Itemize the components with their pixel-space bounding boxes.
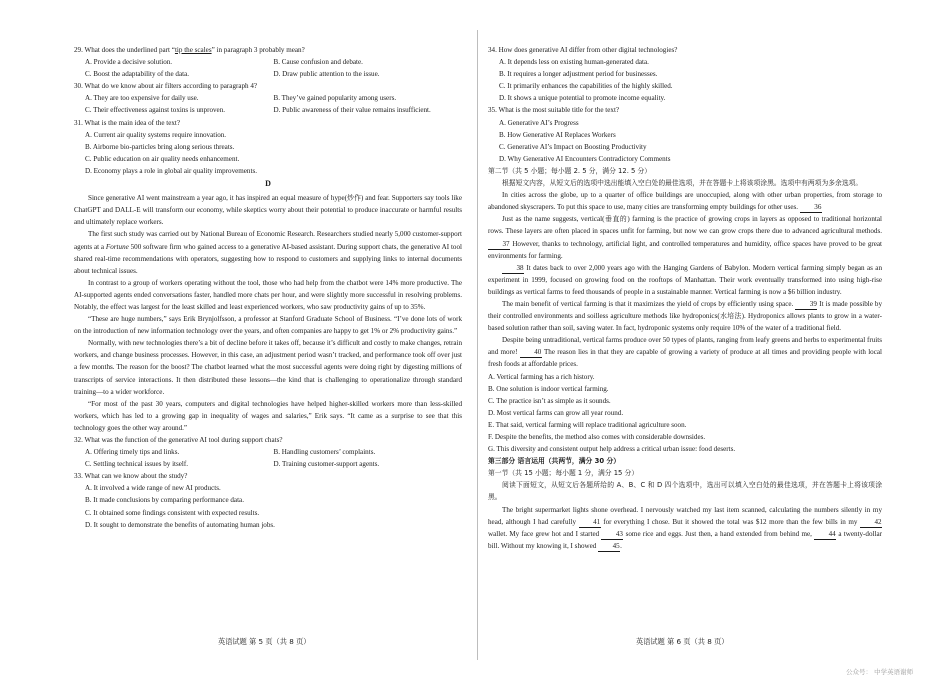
left-page [74, 0, 462, 688]
passage-paragraph: Since generative AI went mainstream a year ago, it has inspired an equal measure of hype(炒作) and fear. Supporters say tools like ChatGPT and DALL-E will transform our economy, while skeptics worry about their potential to produce inaccurate or harmful results and ultimately replace workers. [74, 194, 462, 227]
seven-choose-five-option: G. This diversity and consistent output help address a critical urban issue: food deserts. [488, 445, 736, 454]
blank-45: 45 [598, 542, 620, 552]
option: D. Why Generative AI Encounters Contradictory Comments [499, 154, 671, 163]
underlined-phrase: tip the scales [174, 46, 212, 54]
option: B. They’ve gained popularity among users. [273, 94, 397, 103]
section-1-heading: 第一节（共 15 小题；每小题 1 分，满分 15 分） [488, 469, 639, 478]
option: C. Boost the adaptability of the data. [85, 70, 190, 79]
option: C. It obtained some findings consistent with expected results. [85, 508, 260, 517]
passage-d-heading: D [265, 179, 271, 189]
passage-paragraph: “These are huge numbers,” says Erik Brynjolfsson, a professor at Stanford Graduate School of Business. “I’ve done lots of work on the introduction of new information technology over the years, and often companies are happy to get 1% or 2% productivity gains.” [74, 315, 462, 336]
question-31: 31. What is the main idea of the text? [74, 118, 181, 127]
option: D. It sought to demonstrate the benefits of automating human jobs. [85, 520, 275, 529]
passage-paragraph: Just as the name suggests, vertical(垂直的) farming is the practice of growing crops in layers as opposed to traditional horizontal rows. These layers are often placed in spaces unfit for farming, but now we can grow crops there due to advanced agricultural methods. 37 However, thanks to technology, artificial light, and controlled temperatures and humidity, office spaces have proved to be great environments for farming. [488, 215, 882, 260]
option: A. Offering timely tips and links. [85, 448, 180, 457]
page-divider [477, 30, 478, 660]
blank-38: 38 [502, 264, 524, 274]
section-1-instructions: 阅读下面短文，从短文后各题所给的 A、B、C 和 D 四个选项中，选出可以填入空白处的最佳选项，并在答题卡上将该项涂黑。 [488, 481, 882, 502]
question-29: 29. What does the underlined part “tip the scales” in paragraph 3 probably mean? [74, 46, 305, 54]
question-29-options-row1 [74, 56, 462, 68]
passage-paragraph: In cities across the globe, up to a quarter of office buildings are unoccupied, along with other urban properties, from storage to abandoned skyscrapers. To put this space to use, many cities are transforming empty buildings for other uses. 36 [488, 191, 882, 212]
option: A. They are too expensive for daily use. [85, 94, 199, 103]
section-2-heading: 第二节（共 5 小题；每小题 2. 5 分，满分 12. 5 分） [488, 166, 652, 175]
blank-37: 37 [488, 240, 510, 250]
option: B. How Generative AI Replaces Workers [499, 130, 616, 139]
option: B. Airborne bio-particles bring along serious threats. [85, 142, 235, 151]
question-30: 30. What do we know about air filters according to paragraph 4? [74, 82, 258, 91]
option: D. Public awareness of their value remains insufficient. [273, 106, 431, 115]
option: B. Cause confusion and debate. [273, 58, 363, 67]
option: A. It involved a wide range of new AI products. [85, 484, 221, 493]
option: D. It shows a unique potential to promote income equality. [499, 94, 666, 103]
blank-36: 36 [800, 203, 822, 213]
passage-paragraph: 38 It dates back to over 2,000 years ago with the Hanging Gardens of Babylon. Modern vertical farming simply began as an experiment in 1999, focused on growing food on the rooftops of Manhattan. Their work eventually transformed into using high-rise buildings as vertical farms to feed thousands of people in a sustainable manner. Vertical farming is now a $6 billion industry. [488, 263, 882, 296]
option: D. Economy plays a role in global air quality improvements. [85, 166, 257, 175]
option: C. Their effectiveness against toxins is unproven. [85, 106, 226, 115]
option: B. It requires a longer adjustment period for businesses. [499, 70, 658, 79]
page-footer-right: 英语试题 第 6 页（共 8 页） [636, 637, 729, 646]
passage-paragraph: “For most of the past 30 years, computers and digital technologies have helped higher-skilled workers more than less-skilled workers, which has led to a growing gap in inequality of wages and salaries,” Erik says. “It came as a surprise to see that this technology goes the other way around.” [74, 399, 462, 432]
seven-choose-five-option: A. Vertical farming has a rich history. [488, 372, 595, 381]
question-32-options-row2 [74, 458, 462, 470]
passage-paragraph: The first such study was carried out by National Bureau of Economic Research. Researchers studied nearly 5,000 customer-support agents at a Fortune 500 software firm who gained access to a generative AI-based assistant. During support chats, the generative AI tool shared real-time recommendations with operators, suggesting how to respond to customers and supplying links to internal documents about technical issues. [74, 230, 463, 275]
cloze-paragraph: The bright supermarket lights shone overhead. I nervously watched my last item scanned, calculating the numbers silently in my head, although I had carefully 41 for everything I chose. But it showed the total was $12 more than the few bills in my 42 wallet. My face grew hot and I started 43 some rice and eggs. Just then, a hand extended from behind me, 44 a twenty-dollar bill. Without my knowing it, I showed 45. [488, 505, 882, 550]
question-30-options-row1 [74, 92, 462, 104]
section-2-instructions: 根据短文内容，从短文后的选项中选出能填入空白处的最佳选项，并在答题卡上将该项涂黑。选项中有两项为多余选项。 [502, 179, 863, 188]
seven-choose-five-option: D. Most vertical farms can grow all year round. [488, 408, 624, 417]
question-34: 34. How does generative AI differ from other digital technologies? [488, 46, 678, 54]
option: C. Public education on air quality needs enhancement. [85, 154, 240, 163]
blank-40: 40 [520, 348, 542, 358]
part-3-heading: 第三部分 语言运用（共两节，满分 30 分） [488, 457, 621, 466]
option: C. Settling technical issues by itself. [85, 460, 189, 469]
passage-paragraph: The main benefit of vertical farming is that it maximizes the yield of crops by efficiently using space. 39 It is made possible by their controlled environments and soilless agriculture methods like hydroponics(水培法). Hydroponics allows plants to grow in a water-based solution rather than soil, saving water. In fact, hydroponic systems only require 10% of the water of a traditional field. [488, 299, 883, 333]
option: A. Current air quality systems require innovation. [85, 130, 227, 139]
passage-paragraph: Normally, with new technologies there’s a bit of decline before it takes off, because it’s difficult and costly to make changes, retrain workers, and change business processes. However, in this case, an adjustment period wasn’t tracked, and performance took off over just a few months. The reason for the boost? The chatbot learned what the most successful agents were doing right by digesting millions of transcripts of service interactions. It then distributed these lessons—the kind that is challenging to operationalize through standard training—to a wider workforce. [74, 339, 462, 396]
question-33: 33. What can we know about the study? [74, 472, 188, 481]
option: D. Draw public attention to the issue. [273, 70, 380, 79]
seven-choose-five-option: B. One solution is indoor vertical farming. [488, 384, 609, 393]
question-35: 35. What is the most suitable title for the text? [488, 106, 620, 115]
seven-choose-five-option: C. The practice isn’t as simple as it sounds. [488, 396, 611, 405]
option: C. It primarily enhances the capabilities of the highly skilled. [499, 82, 673, 91]
option: A. Provide a decisive solution. [85, 58, 173, 67]
blank-43: 43 [601, 530, 623, 540]
option: A. Generative AI’s Progress [499, 118, 579, 127]
option: C. Generative AI’s Impact on Boosting Productivity [499, 142, 647, 151]
question-30-options-row2 [74, 104, 462, 116]
question-32-options-row1 [74, 446, 462, 458]
right-page [488, 0, 882, 688]
option: A. It depends less on existing human-generated data. [499, 58, 649, 67]
blank-39: 39 [795, 300, 817, 310]
option: B. It made conclusions by comparing performance data. [85, 496, 244, 505]
question-32: 32. What was the function of the generative AI tool during support chats? [74, 436, 283, 444]
option: D. Training customer-support agents. [273, 460, 380, 469]
watermark: 公众号： 中学英语谢师 [846, 668, 914, 676]
blank-41: 41 [579, 518, 601, 528]
option: B. Handling customers’ complaints. [273, 448, 376, 457]
seven-choose-five-option: E. That said, vertical farming will replace traditional agriculture soon. [488, 420, 687, 429]
blank-44: 44 [814, 530, 836, 540]
question-29-options-row2 [74, 68, 462, 80]
page-footer-left: 英语试题 第 5 页（共 8 页） [218, 637, 311, 646]
passage-paragraph: Despite being untraditional, vertical farms produce over 50 types of plants, ranging from leafy greens and herbs to experimental fruits and more! 40 The reason lies in that they are capable of growing a variety of produce at all times and providing people with local fresh foods at affordable prices. [488, 336, 882, 369]
passage-paragraph: In contrast to a group of workers operating without the tool, those who had help from the chatbot were 14% more productive. The AI-supported agents ended conversations faster, handled more chats per hour, and were slightly more successful in resolving problems. Notably, the effect was largest for the least skilled and least experienced workers, who saw productivity gains of up to 35%. [74, 278, 462, 311]
seven-choose-five-option: F. Despite the benefits, the method also comes with considerable downsides. [488, 433, 706, 441]
blank-42: 42 [860, 518, 882, 528]
